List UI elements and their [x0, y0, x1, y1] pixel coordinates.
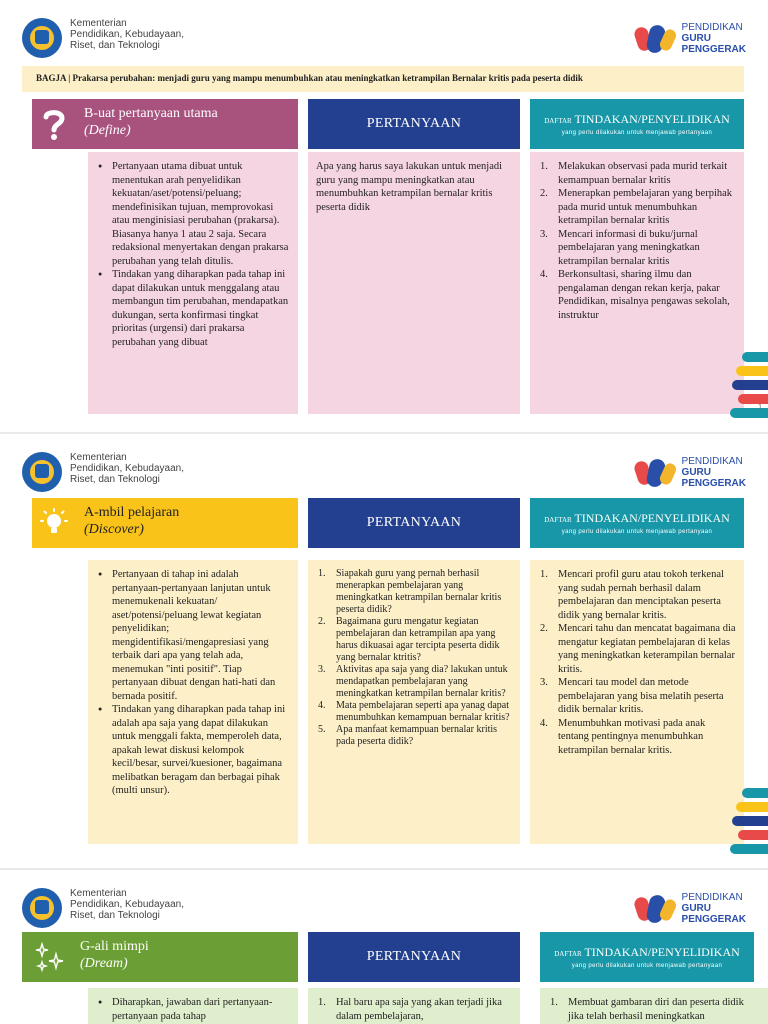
- stage-header-define: [32, 99, 298, 149]
- kemen-line: Riset, dan Teknologi: [70, 474, 160, 485]
- question-mark-icon: [32, 99, 76, 149]
- pgp-line: PENDIDIKAN: [681, 892, 743, 903]
- page-number: 1: [758, 404, 762, 411]
- action-item: 2. Mencari tahu dan mencatat bagaimana dia mengatur kegiatan pembelajaran di kelas yang meningkatkan keterampilan bernalar kritis.: [540, 623, 736, 675]
- question-item: 4. Mata pembelajaran seperti apa yanag dapat menumbuhkan kemampuan bernalar kritis?: [318, 700, 510, 723]
- tindakan-title: TINDAKAN/PENYELIDIKAN: [574, 510, 730, 525]
- kemendikbud-header: [22, 18, 184, 58]
- bagja-prakarsa-bar: BAGJA | Prakarsa perubahan: menjadi guru yang mampu menumbuhkan atau meningkatkan ketrampilan Bernalar kritis pada peserta didik: [22, 66, 744, 92]
- kemen-line: Riset, dan Teknologi: [70, 40, 160, 51]
- question-item: 2. Bagaimana guru mengatur kegiatan pembelajaran dan ketrampilan apa yang harus dikuasai agar tercipta peserta didik yang bernalar ktritis?: [318, 616, 500, 663]
- daftar-label: DAFTAR: [544, 116, 572, 125]
- explanation-bullet: ● Diharapkan, jawaban dari pertanyaan-pertanyaan pada tahap: [96, 996, 290, 1023]
- pgp-line: PENGGERAK: [681, 44, 746, 55]
- guru-penggerak-mark-icon: [636, 893, 676, 925]
- guru-penggerak-logo: [636, 22, 746, 55]
- pertanyaan-body: [308, 560, 520, 844]
- stage-subtitle: (Discover): [84, 522, 144, 537]
- tindakan-subtitle: yang perlu dilakukan untuk menjawab pertanyaan: [561, 528, 713, 535]
- stage-subtitle: (Dream): [80, 956, 128, 971]
- decorative-stripes: [728, 778, 768, 868]
- pertanyaan-header: PERTANYAAN: [308, 99, 520, 149]
- pgp-line: PENDIDIKAN: [681, 22, 743, 33]
- pgp-line: GURU: [681, 33, 711, 44]
- action-item: 4. Menumbuhkan motivasi pada anak tentang pentingnya menumbuhkan ketrampilan bernalar kritis.: [540, 717, 706, 756]
- slide-discover: [0, 434, 768, 868]
- stage-explanation: [88, 152, 298, 414]
- tindakan-header: [530, 498, 744, 548]
- kemen-line: Riset, dan Teknologi: [70, 910, 160, 921]
- question-item: 3. Aktivitas apa saja yang dia? lakukan untuk mendapatkan pembelajaran yang meningkatkan ketrampilan bernalar kritis?: [318, 664, 508, 699]
- tindakan-title: TINDAKAN/PENYELIDIKAN: [584, 944, 740, 959]
- tindakan-body: [540, 988, 768, 1024]
- sparkles-icon: [22, 932, 76, 982]
- stage-title: A-mbil pelajaran: [84, 505, 180, 520]
- explanation-bullet: ● Pertanyaan utama dibuat untuk menentukan arah penyelidikan kekuatan/aset/potensi/peluang; mendefinisikan tujuan, memprovokasi atau menginisiasi perubahan (prakarsa). Biasanya hanya 1 atau 2 saja. Secara redaksional menyertakan dengan prakarsa perubahan yang telah ditulis.: [96, 160, 290, 268]
- kemendikbud-header: [22, 888, 184, 928]
- kemen-line: Kementerian: [70, 452, 127, 463]
- pgp-line: PENDIDIKAN: [681, 456, 743, 467]
- action-item: 1. Membuat gambaran diri dan peserta didik jika telah berhasil meningkatkan: [550, 997, 744, 1022]
- tut-wuri-handayani-logo-icon: [22, 452, 62, 492]
- pertanyaan-body: [308, 152, 520, 414]
- tindakan-body: [530, 560, 744, 844]
- explanation-bullet: ● Pertanyaan di tahap ini adalah pertanyaan-pertanyaan lanjutan untuk menemukenali kekuatan/ aset/potensi/peluang lewat kegiatan penyelidikan; mengidentifikasi/mengapresiasi yang terbaik dari apa yang telah ada, menemukan "inti positif". Tiap pertanyaan dibuat dengan hati-hati dan bernada positif.: [96, 568, 290, 703]
- question-item: 5. Apa manfaat kemampuan bernalar kritis pada peserta didik?: [318, 724, 498, 747]
- stage-subtitle: (Define): [84, 123, 131, 138]
- question-text: Apa yang harus saya lakukan untuk menjadi guru yang mampu meningkatkan atau menumbuhkan ketrampilan bernalar kritis peserta didik: [316, 161, 503, 213]
- action-item: 1. Mencari profil guru atau tokoh terkenal yang sudah pernah berhasil dalam pembelajaran dan menciptakan peserta didik yang bernalar kritis.: [540, 569, 724, 621]
- kemendikbud-header: [22, 452, 184, 492]
- daftar-label: DAFTAR: [544, 515, 572, 524]
- tindakan-subtitle: yang perlu dilakukan untuk menjawab pertanyaan: [571, 962, 723, 969]
- stage-title: B-uat pertanyaan utama: [84, 106, 218, 121]
- guru-penggerak-logo: [636, 892, 746, 925]
- stage-explanation: [88, 988, 298, 1024]
- action-item: 3. Mencari informasi di buku/jurnal pembelajaran yang meningkatkan ketrampilan bernalar kritis: [540, 228, 700, 267]
- guru-penggerak-logo: [636, 456, 746, 489]
- guru-penggerak-mark-icon: [636, 23, 676, 55]
- action-item: 4. Berkonsultasi, sharing ilmu dan pengalaman dengan rekan kerja, pakar Pendidikan, misalnya pengawas sekolah, instruktur: [540, 269, 730, 321]
- guru-penggerak-mark-icon: [636, 457, 676, 489]
- stage-explanation: [88, 560, 298, 844]
- kemen-line: Pendidikan, Kebudayaan,: [70, 463, 184, 474]
- tindakan-header: [540, 932, 754, 982]
- kemen-line: Kementerian: [70, 888, 127, 899]
- slide-dream: [0, 870, 768, 1024]
- tindakan-body: [530, 152, 744, 414]
- daftar-label: DAFTAR: [554, 949, 582, 958]
- pgp-line: PENGGERAK: [681, 478, 746, 489]
- tut-wuri-handayani-logo-icon: [22, 18, 62, 58]
- explanation-bullet: ● Tindakan yang diharapkan pada tahap ini dapat dilakukan untuk menggalang atau membangun tim perubahan, mendapatkan dukungan, serta konfirmasi tingkat prioritas (urgensi) dari prakarsa perubahan yang dibuat: [96, 268, 290, 349]
- question-item: 1. Siapakah guru yang pernah berhasil menerapkan pembelajaran yang meningkatkan ketrampilan bernalar kritis peserta didik?: [318, 568, 502, 615]
- tut-wuri-handayani-logo-icon: [22, 888, 62, 928]
- pertanyaan-header: PERTANYAAN: [308, 498, 520, 548]
- tindakan-header: [530, 99, 744, 149]
- lightbulb-icon: [32, 498, 76, 548]
- tindakan-subtitle: yang perlu dilakukan untuk menjawab pertanyaan: [561, 129, 713, 136]
- stage-header-dream: [22, 932, 298, 982]
- kemen-line: Pendidikan, Kebudayaan,: [70, 899, 184, 910]
- pertanyaan-header: PERTANYAAN: [308, 932, 520, 982]
- decorative-stripes: [728, 342, 768, 432]
- pgp-line: GURU: [681, 467, 711, 478]
- kemen-line: Pendidikan, Kebudayaan,: [70, 29, 184, 40]
- stage-title: G-ali mimpi: [80, 939, 149, 954]
- action-item: 1. Melakukan observasi pada murid terkait kemampuan bernalar kritis: [540, 161, 728, 186]
- action-item: 3. Mencari tau model dan metode pembelajaran yang bisa melatih peserta didik bernalar kritis.: [540, 677, 724, 715]
- action-item: 2. Menerapkan pembelajaran yang berpihak pada murid untuk menumbuhkan ketrampilan bernalar kritis: [540, 188, 733, 226]
- pgp-line: GURU: [681, 903, 711, 914]
- tindakan-title: TINDAKAN/PENYELIDIKAN: [574, 111, 730, 126]
- stage-header-discover: [32, 498, 298, 548]
- question-item: 1. Hal baru apa saja yang akan terjadi jika dalam pembelajaran,: [318, 997, 502, 1022]
- explanation-bullet: ● Tindakan yang diharapkan pada tahap ini adalah apa saja yang dapat dilakukan untuk menggali fakta, memperoleh data, apakah lewat diskusi kelompok kecil/besar, survei/kuesioner, bagaimana melibatkan beragam dan berbagai pihak (multi unsur).: [96, 703, 290, 798]
- pertanyaan-body: [308, 988, 520, 1024]
- kemen-line: Kementerian: [70, 18, 127, 29]
- slide-define: [0, 0, 768, 432]
- pgp-line: PENGGERAK: [681, 914, 746, 925]
